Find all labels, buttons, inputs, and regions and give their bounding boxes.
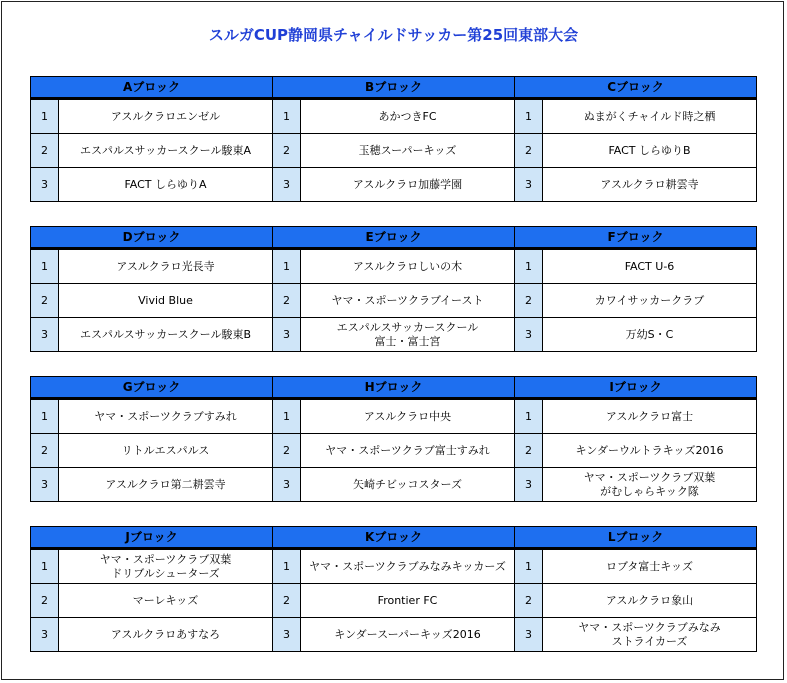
team-name: ヤマ・スポーツクラブ富士すみれ — [301, 434, 515, 468]
team-number: 2 — [515, 584, 543, 618]
team-name: ヤマ・スポーツクラブ双葉 ドリブルシューターズ — [59, 549, 273, 584]
team-name: ヤマ・スポーツクラブみなみ ストライカーズ — [543, 618, 757, 652]
team-name: ヤマ・スポーツクラブすみれ — [59, 399, 273, 434]
team-number: 2 — [515, 134, 543, 168]
team-name: 万幼S・C — [543, 318, 757, 352]
team-number: 2 — [273, 584, 301, 618]
team-number: 2 — [31, 134, 59, 168]
team-name: エスパルスサッカースクール駿東A — [59, 134, 273, 168]
team-number: 1 — [273, 549, 301, 584]
team-row — [31, 584, 757, 618]
team-name: エスパルスサッカースクール駿東B — [59, 318, 273, 352]
block-header: Bブロック — [273, 77, 515, 99]
team-name: マーレキッズ — [59, 584, 273, 618]
team-number: 1 — [515, 549, 543, 584]
team-name: あかつきFC — [301, 99, 515, 134]
block-group-table — [30, 526, 757, 652]
team-name: 矢崎チビッコスターズ — [301, 468, 515, 502]
team-number: 2 — [273, 434, 301, 468]
team-number: 1 — [273, 99, 301, 134]
team-name: カワイサッカークラブ — [543, 284, 757, 318]
team-name: Frontier FC — [301, 584, 515, 618]
block-header: Iブロック — [515, 377, 757, 399]
team-name: ロブタ富士キッズ — [543, 549, 757, 584]
team-number: 3 — [515, 618, 543, 652]
team-name: アスルクラロ加藤学園 — [301, 168, 515, 202]
team-number: 3 — [273, 318, 301, 352]
team-number: 1 — [31, 399, 59, 434]
team-name: FACT しらゆりB — [543, 134, 757, 168]
block-header: Jブロック — [31, 527, 273, 549]
team-number: 2 — [31, 584, 59, 618]
block-group-table — [30, 76, 757, 202]
team-row — [31, 249, 757, 284]
team-row — [31, 549, 757, 584]
team-name: FACT しらゆりA — [59, 168, 273, 202]
block-header: Lブロック — [515, 527, 757, 549]
block-group-table — [30, 376, 757, 502]
team-number: 3 — [273, 618, 301, 652]
team-row — [31, 434, 757, 468]
team-row — [31, 468, 757, 502]
team-number: 1 — [273, 399, 301, 434]
team-name: Vivid Blue — [59, 284, 273, 318]
team-name: ヤマ・スポーツクラブイースト — [301, 284, 515, 318]
team-number: 3 — [515, 168, 543, 202]
team-row — [31, 99, 757, 134]
team-name: アスルクラロ第二耕雲寺 — [59, 468, 273, 502]
team-number: 1 — [31, 99, 59, 134]
team-number: 3 — [515, 318, 543, 352]
team-number: 1 — [31, 249, 59, 284]
team-name: アスルクラロ富士 — [543, 399, 757, 434]
block-header: Gブロック — [31, 377, 273, 399]
team-row — [31, 134, 757, 168]
team-name: キンダースーパーキッズ2016 — [301, 618, 515, 652]
block-header: Eブロック — [273, 227, 515, 249]
team-number: 2 — [515, 434, 543, 468]
team-name: アスルクラロあすなろ — [59, 618, 273, 652]
team-row — [31, 318, 757, 352]
team-name: エスパルスサッカースクール 富士・富士宮 — [301, 318, 515, 352]
team-number: 1 — [515, 99, 543, 134]
team-name: アスルクラロ中央 — [301, 399, 515, 434]
team-row — [31, 168, 757, 202]
team-row — [31, 284, 757, 318]
block-header: Hブロック — [273, 377, 515, 399]
block-header: Aブロック — [31, 77, 273, 99]
team-number: 1 — [31, 549, 59, 584]
team-name: 玉穂スーパーキッズ — [301, 134, 515, 168]
block-group-table — [30, 226, 757, 352]
block-header: Kブロック — [273, 527, 515, 549]
team-name: FACT U-6 — [543, 249, 757, 284]
team-name: ヤマ・スポーツクラブ双葉 がむしゃらキック隊 — [543, 468, 757, 502]
team-number: 1 — [515, 399, 543, 434]
team-number: 2 — [515, 284, 543, 318]
team-number: 1 — [273, 249, 301, 284]
team-row — [31, 618, 757, 652]
team-number: 3 — [31, 318, 59, 352]
team-name: アスルクラロ象山 — [543, 584, 757, 618]
team-number: 3 — [31, 168, 59, 202]
team-name: キンダーウルトラキッズ2016 — [543, 434, 757, 468]
block-header: Cブロック — [515, 77, 757, 99]
team-number: 2 — [31, 284, 59, 318]
team-number: 3 — [31, 468, 59, 502]
team-name: アスルクラロ光長寺 — [59, 249, 273, 284]
block-header: Fブロック — [515, 227, 757, 249]
team-name: リトルエスパルス — [59, 434, 273, 468]
team-number: 3 — [273, 468, 301, 502]
team-number: 2 — [31, 434, 59, 468]
page-title: スルガCUP静岡県チャイルドサッカー第25回東部大会 — [208, 26, 579, 44]
team-name: アスルクラロしいの木 — [301, 249, 515, 284]
block-header: Dブロック — [31, 227, 273, 249]
team-number: 3 — [273, 168, 301, 202]
team-number: 2 — [273, 284, 301, 318]
team-name: ヤマ・スポーツクラブみなみキッカーズ — [301, 549, 515, 584]
team-row — [31, 399, 757, 434]
team-name: ぬまがくチャイルド時之栖 — [543, 99, 757, 134]
team-name: アスルクラロエンゼル — [59, 99, 273, 134]
team-number: 3 — [31, 618, 59, 652]
team-number: 2 — [273, 134, 301, 168]
team-number: 1 — [515, 249, 543, 284]
team-number: 3 — [515, 468, 543, 502]
team-name: アスルクラロ耕雲寺 — [543, 168, 757, 202]
